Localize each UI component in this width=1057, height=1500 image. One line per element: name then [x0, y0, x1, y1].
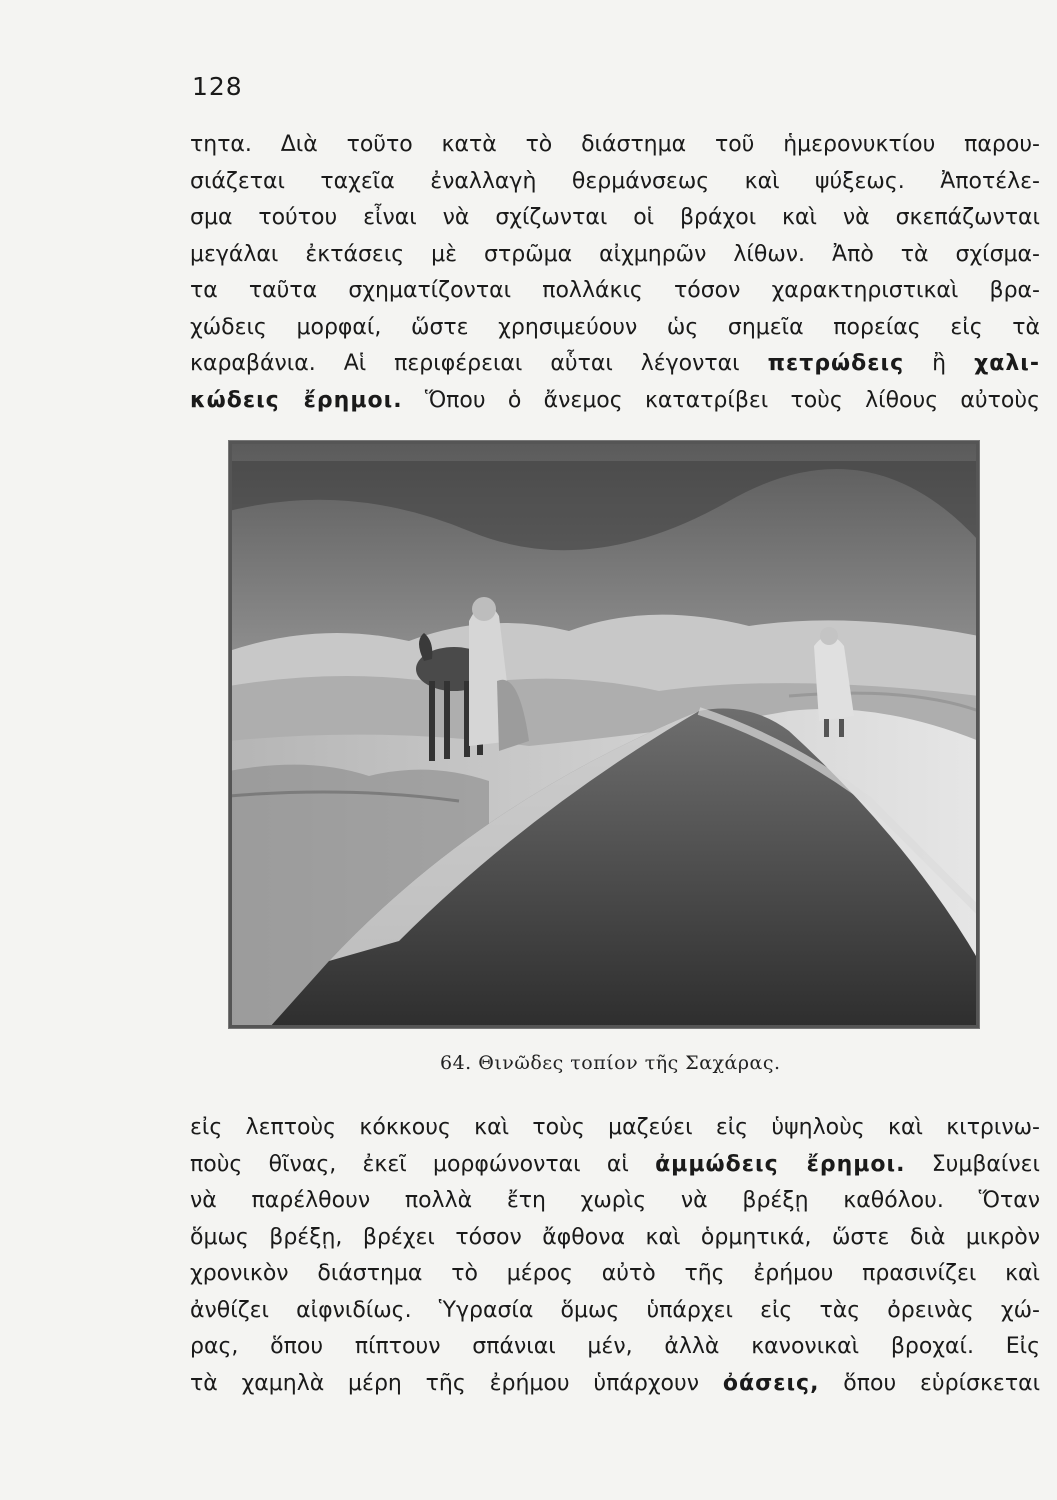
text-segment: καραβάνια. Αἱ περιφέρειαι αὗται λέγονται	[190, 351, 768, 376]
text-line: ὅμως βρέξῃ, βρέχει τόσον ἄφθονα καὶ ὁρμητικά, ὥστε διὰ μικρὸν	[190, 1224, 1040, 1250]
text-segment: ποὺς θῖνας, ἐκεῖ μορφώνονται αἱ	[190, 1151, 656, 1177]
paragraph-top	[190, 127, 1040, 419]
desert-illustration	[229, 441, 979, 1028]
text-line: νὰ παρέλθουν πολλὰ ἔτη χωρὶς νὰ βρέξῃ καθόλου. Ὅταν	[190, 1188, 1040, 1213]
figure-caption: 64. Θινῶδες τοπίον τῆς Σαχάρας.	[440, 1052, 781, 1074]
text-line	[190, 1147, 1040, 1184]
text-line: χρονικὸν διάστημα τὸ μέρος αὐτὸ τῆς ἐρήμου πρασινίζει καὶ	[190, 1261, 1040, 1286]
text-segment: ἢ	[904, 351, 975, 376]
text-line: ἀνθίζει αἰφνιδίως. Ὑγρασία ὅμως ὑπάρχει εἰς τὰς ὀρεινὰς χώ-	[190, 1297, 1040, 1323]
text-segment: Συμβαίνει	[905, 1151, 1040, 1177]
page-number: 128	[192, 72, 243, 101]
term-oaseis: ὀάσεις,	[722, 1370, 820, 1396]
text-line: μεγάλαι ἐκτάσεις μὲ στρῶμα αἰχμηρῶν λίθων. Ἀπὸ τὰ σχίσμα-	[190, 241, 1040, 267]
text-line	[190, 1366, 1040, 1403]
text-line	[190, 346, 1040, 383]
text-segment: ὅπου εὑρίσκεται	[819, 1370, 1041, 1396]
text-line: τητα. Διὰ τοῦτο κατὰ τὸ διάστημα τοῦ ἡμερονυκτίου παρου-	[190, 132, 1040, 157]
text-line: εἰς λεπτοὺς κόκκους καὶ τοὺς μαζεύει εἰς ὑψηλοὺς καὶ κιτρινω-	[190, 1115, 1040, 1140]
text-line	[190, 383, 1040, 420]
text-line: ρας, ὅπου πίπτουν σπάνιαι μέν, ἀλλὰ κανονικαὶ βροχαί. Εἰς	[190, 1334, 1040, 1359]
term-ammodeis-eremoi: ἀμμώδεις ἔρημοι.	[655, 1151, 906, 1177]
term-petrodeis: πετρώδεις	[767, 351, 905, 376]
text-line: τα ταῦτα σχηματίζονται πολλάκις τόσον χαρακτηριστικαὶ βρα-	[190, 278, 1040, 303]
text-line: χώδεις μορφαί, ὥστε χρησιμεύουν ὡς σημεῖα πορείας εἰς τὰ	[190, 314, 1040, 340]
desert-photo	[228, 440, 980, 1029]
text-segment: τὰ χαμηλὰ μέρη τῆς ἐρήμου ὑπάρχουν	[190, 1370, 723, 1396]
text-line: σμα τούτου εἶναι νὰ σχίζωνται οἱ βράχοι καὶ νὰ σκεπάζωνται	[190, 205, 1040, 230]
text-segment: Ὅπου ὁ ἄνεμος κατατρίβει τοὺς λίθους αὐτοὺς	[402, 387, 1040, 413]
term-chalikodeis-part: χαλι-	[974, 351, 1041, 376]
text-line: σιάζεται ταχεῖα ἐναλλαγὴ θερμάνσεως καὶ ψύξεως. Ἀποτέλε-	[190, 168, 1040, 194]
term-chalikodeis-eremoi: κώδεις ἔρημοι.	[190, 387, 403, 413]
paragraph-bottom	[190, 1110, 1040, 1402]
